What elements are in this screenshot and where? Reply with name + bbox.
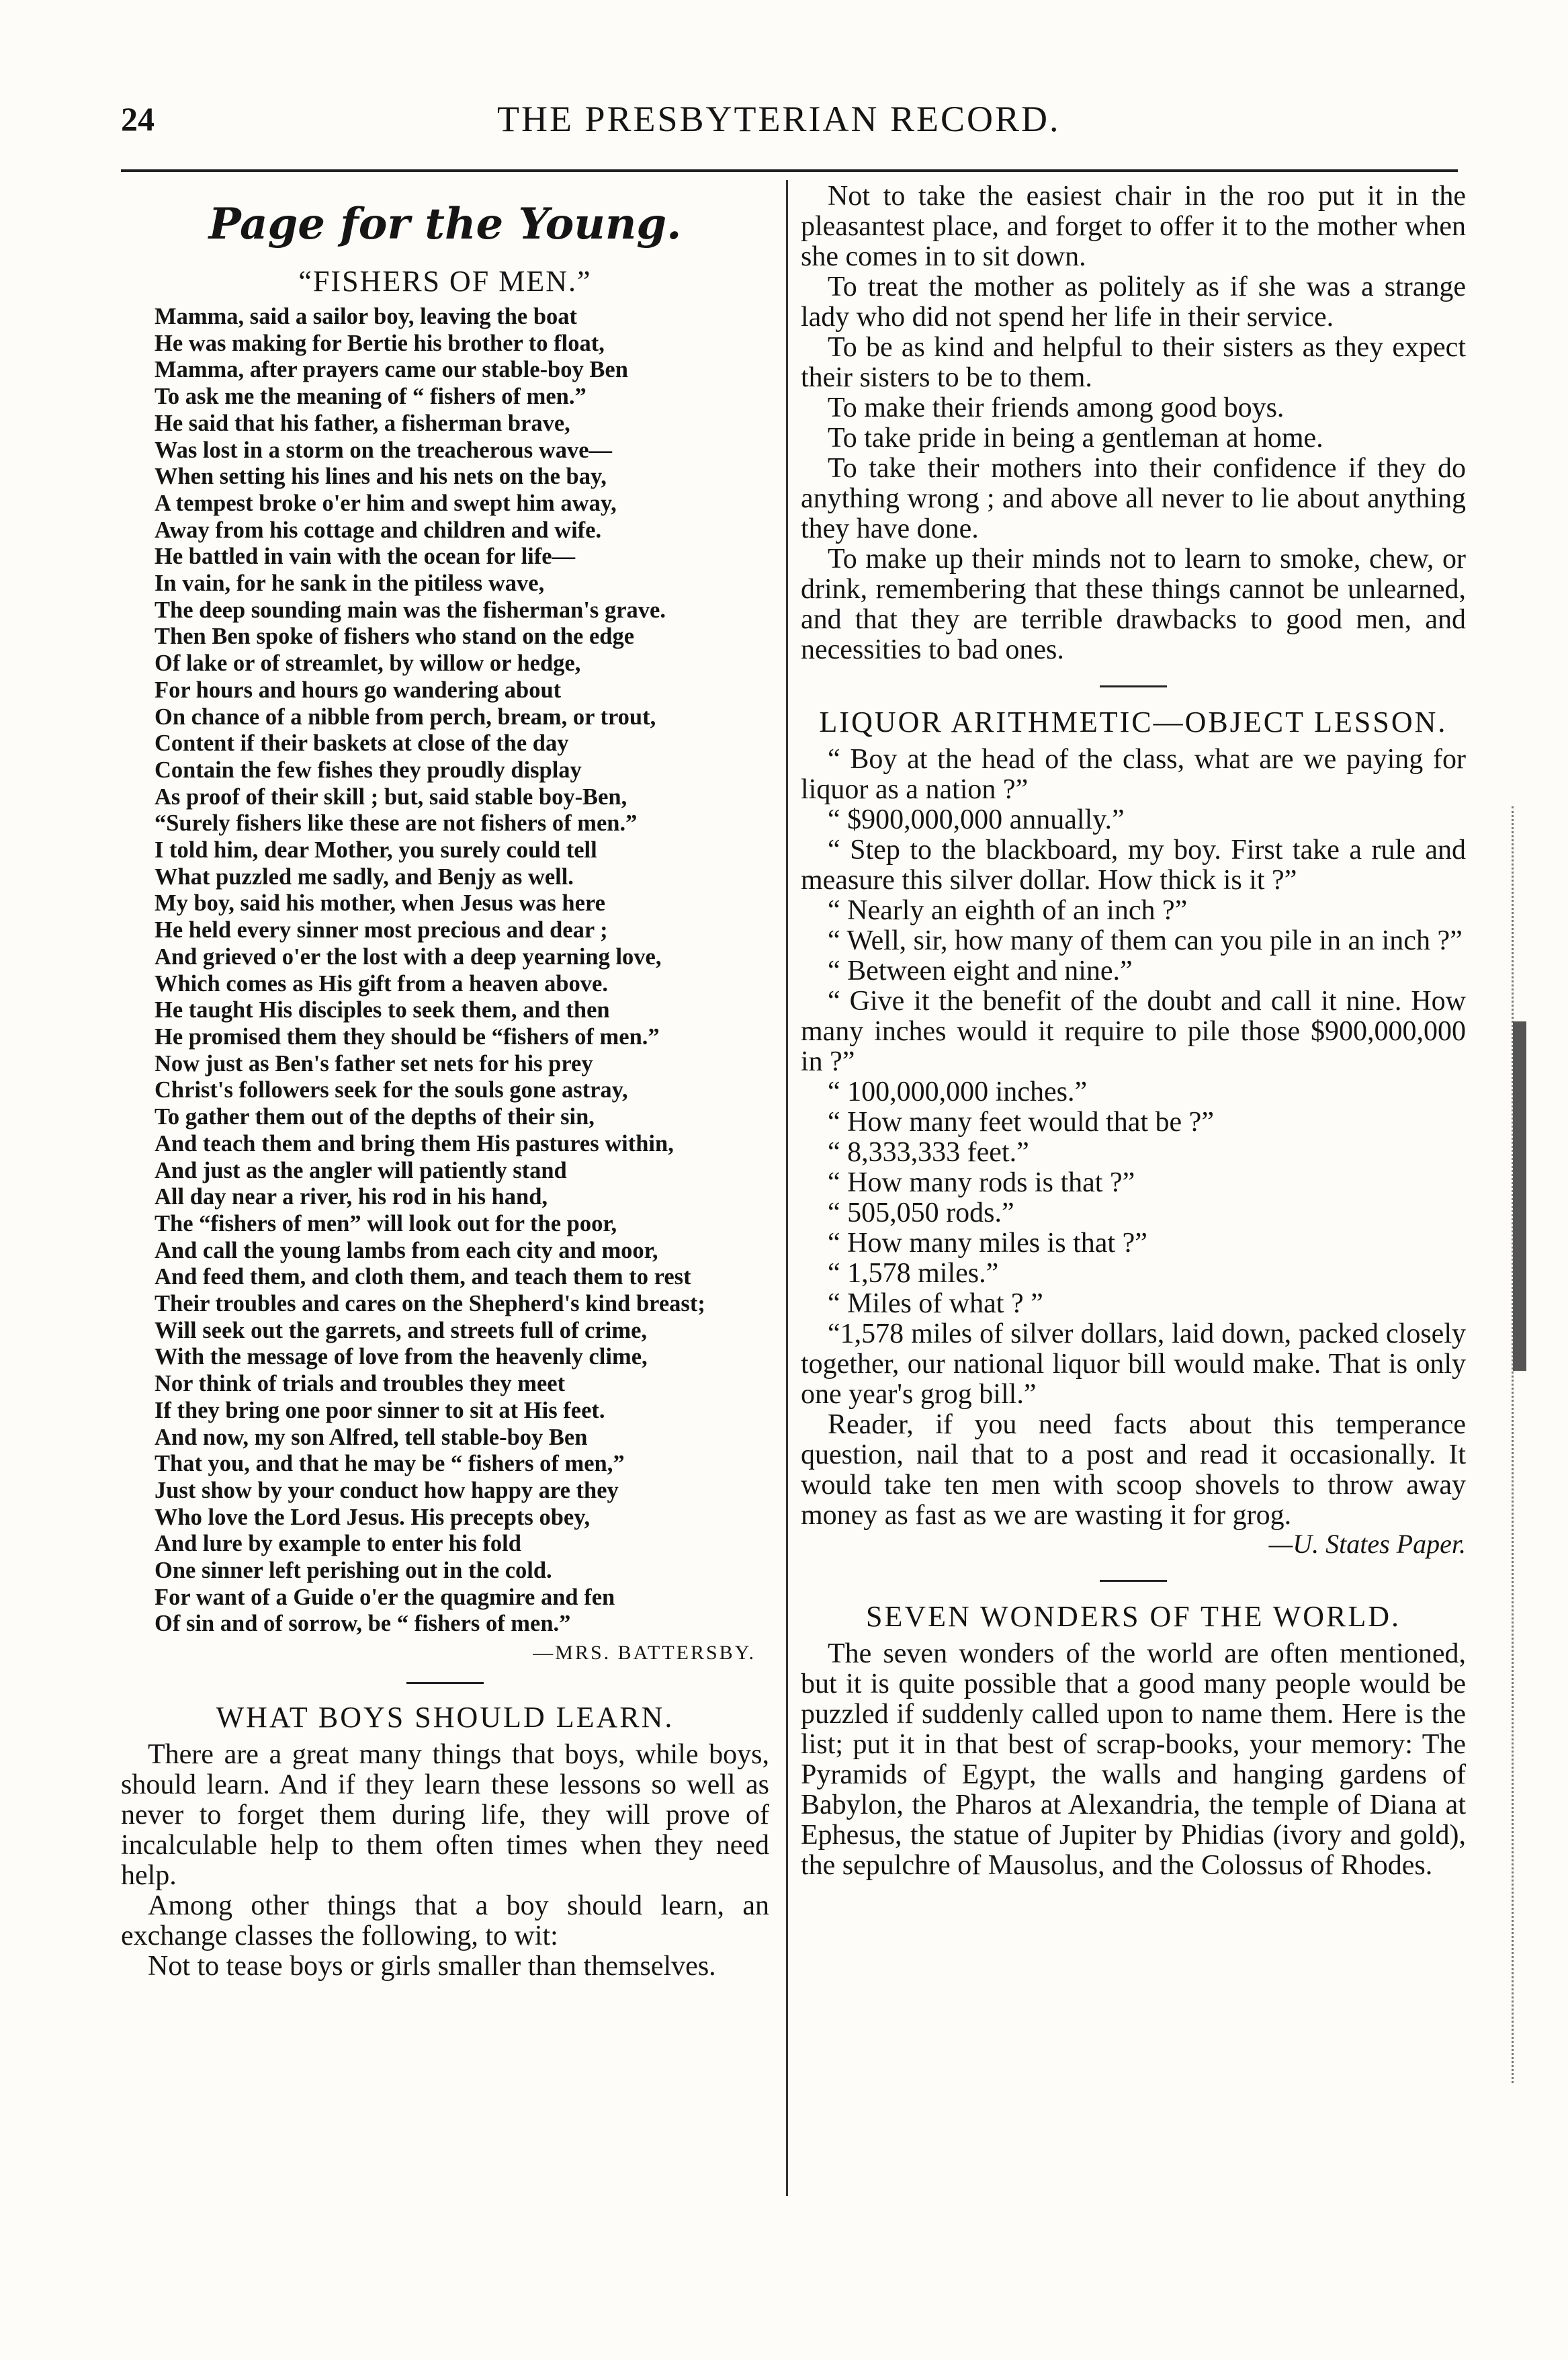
right-paragraph-3: To be as kind and helpful to their sisters as they expect their sisters to be to them. xyxy=(801,332,1466,393)
scan-margin-edge xyxy=(1512,806,1540,2083)
poem-line: If they bring one poor sinner to sit at His feet. xyxy=(155,1397,605,1423)
boys-paragraph-1: There are a great many things that boys, while boys, should learn. And if they learn these lessons so well as never to forget them during life, they will prove of incalculable help to them often times when they need help. xyxy=(121,1739,769,1892)
liquor-line: Reader, if you need facts about this temperance question, nail that to a post and read it occasionally. It would take ten men with scoop shovels to throw away money as fast as we are wasting it for grog. xyxy=(801,1409,1466,1531)
boys-paragraph-2: Among other things that a boy should learn, an exchange classes the following, to wit: xyxy=(121,1890,769,1952)
poem-line: And call the young lambs from each city and moor, xyxy=(155,1237,658,1263)
poem-line: One sinner left perishing out in the cold. xyxy=(155,1558,552,1584)
liquor-line: “ $900,000,000 annually.” xyxy=(828,804,1125,835)
poem-line: For hours and hours go wandering about xyxy=(155,677,562,703)
poem-line: Now just as Ben's father set nets for his prey xyxy=(155,1050,593,1077)
section-heading-young: Page for the Young. xyxy=(208,199,682,249)
poem-line: Their troubles and cares on the Shepherd's kind breast; xyxy=(155,1291,705,1317)
liquor-heading: LIQUOR ARITHMETIC—OBJECT LESSON. xyxy=(819,706,1448,739)
poem-line: And grieved o'er the lost with a deep yearning love, xyxy=(155,943,662,970)
separator-rule xyxy=(1100,1580,1167,1582)
poem-line: My boy, said his mother, when Jesus was here xyxy=(155,890,605,917)
poem-line: When setting his lines and his nets on the bay, xyxy=(155,464,607,490)
poem-line: He battled in vain with the ocean for life— xyxy=(155,544,576,570)
poem-line: The “fishers of men” will look out for the poor, xyxy=(155,1210,617,1236)
poem-line: Content if their baskets at close of the day xyxy=(155,730,569,757)
liquor-line: “ Miles of what ? ” xyxy=(828,1288,1043,1319)
poem-line: He taught His disciples to seek them, and then xyxy=(155,997,610,1023)
right-paragraph-5: To take pride in being a gentleman at home. xyxy=(828,423,1323,454)
liquor-line: “ 505,050 rods.” xyxy=(828,1197,1014,1228)
liquor-line: “ Between eight and nine.” xyxy=(828,956,1133,986)
poem-line: I told him, dear Mother, you surely could tell xyxy=(155,837,597,863)
scan-margin-shadow xyxy=(1513,1021,1526,1371)
liquor-line: “ How many rods is that ?” xyxy=(828,1167,1135,1198)
right-paragraph-6: To take their mothers into their confidence if they do anything wrong ; and above all never to lie about anything they have done. xyxy=(801,453,1466,544)
poem-line: Away from his cottage and children and wife. xyxy=(155,517,602,543)
right-paragraph-7: To make up their minds not to learn to smoke, chew, or drink, remembering that these things cannot be unlearned, and that they are terrible drawbacks to good men, and necessities to bad ones. xyxy=(801,544,1466,665)
right-paragraph-2: To treat the mother as politely as if she was a strange lady who did not spend her life in their service. xyxy=(801,271,1466,333)
poem-line: Will seek out the garrets, and streets full of crime, xyxy=(155,1317,648,1343)
header-rule xyxy=(121,169,1458,172)
boys-heading: WHAT BOYS SHOULD LEARN. xyxy=(216,1701,674,1734)
poem-line: “Surely fishers like these are not fishers of men.” xyxy=(155,810,638,837)
poem-line: Who love the Lord Jesus. His precepts obey, xyxy=(155,1504,591,1530)
poem-line: He said that his father, a fisherman brave, xyxy=(155,410,570,436)
poem-line: That you, and that he may be “ fishers of men,” xyxy=(155,1451,625,1477)
poem-line: Was lost in a storm on the treacherous wave— xyxy=(155,437,613,463)
poem-line: And lure by example to enter his fold xyxy=(155,1531,521,1557)
poem-line: Christ's followers seek for the souls gone astray, xyxy=(155,1077,628,1103)
poem-line: To ask me the meaning of “ fishers of men.” xyxy=(155,384,586,410)
poem-line: Nor think of trials and troubles they meet xyxy=(155,1371,566,1397)
right-column xyxy=(801,181,1466,1881)
poem-author: —MRS. BATTERSBY. xyxy=(533,1642,756,1664)
poem-line: In vain, for he sank in the pitiless wave, xyxy=(155,571,545,597)
right-paragraph-4: To make their friends among good boys. xyxy=(828,392,1284,423)
poem xyxy=(155,304,769,1638)
liquor-line: “ 8,333,333 feet.” xyxy=(828,1137,1029,1168)
poem-line: And just as the angler will patiently stand xyxy=(155,1157,567,1183)
poem-line: As proof of their skill ; but, said stable boy-Ben, xyxy=(155,784,627,810)
poem-line: Of lake or of streamlet, by willow or hedge, xyxy=(155,650,581,677)
wonders-heading: SEVEN WONDERS OF THE WORLD. xyxy=(865,1600,1401,1633)
poem-line: All day near a river, his rod in his hand, xyxy=(155,1184,548,1210)
poem-line: And teach them and bring them His pastures within, xyxy=(155,1130,674,1156)
running-title: THE PRESBYTERIAN RECORD. xyxy=(497,99,1061,139)
column-divider xyxy=(786,180,788,2196)
poem-line: With the message of love from the heavenly clime, xyxy=(155,1344,648,1370)
boys-paragraph-3: Not to tease boys or girls smaller than themselves. xyxy=(148,1951,716,1982)
liquor-line: “ 100,000,000 inches.” xyxy=(828,1077,1088,1107)
poem-line: Just show by your conduct how happy are they xyxy=(155,1477,619,1503)
poem-line: To gather them out of the depths of their sin, xyxy=(155,1104,595,1130)
liquor-source: —U. States Paper. xyxy=(1268,1529,1466,1559)
separator-rule xyxy=(1100,685,1167,687)
right-paragraph-1: Not to take the easiest chair in the roo put it in the pleasantest place, and forget to offer it to the mother when she comes in to sit down. xyxy=(801,181,1466,272)
poem-line: The deep sounding main was the fisherman's grave. xyxy=(155,597,666,623)
left-column xyxy=(121,181,769,1982)
liquor-line: “ Well, sir, how many of them can you pile in an inch ?” xyxy=(828,925,1463,956)
liquor-line: “ How many feet would that be ?” xyxy=(828,1107,1214,1138)
page-header xyxy=(121,94,1465,148)
poem-line: For want of a Guide o'er the quagmire and fen xyxy=(155,1584,615,1610)
poem-line: A tempest broke o'er him and swept him away, xyxy=(155,490,617,516)
poem-line: Mamma, said a sailor boy, leaving the boat xyxy=(155,304,578,329)
liquor-line: “ Boy at the head of the class, what are we paying for liquor as a nation ?” xyxy=(801,744,1466,805)
liquor-line: “ How many miles is that ?” xyxy=(828,1228,1147,1259)
liquor-line: “ Nearly an eighth of an inch ?” xyxy=(828,895,1188,926)
poem-line: What puzzled me sadly, and Benjy as well. xyxy=(155,863,574,890)
page-number: 24 xyxy=(121,100,155,138)
poem-line: And feed them, and cloth them, and teach them to rest xyxy=(155,1264,691,1290)
poem-line: On chance of a nibble from perch, bream, or trout, xyxy=(155,704,656,730)
wonders-paragraph: The seven wonders of the world are often mentioned, but it is quite possible that a good many people would be puzzled if suddenly called upon to name them. Here is the list; put it in that best of scrap-books, your memory: The Pyramids of Egypt, the walls and hanging gardens of Babylon, the Pharos at Alexandria, the temple of Diana at Ephesus, the statue of Jupiter by Phidias (ivory and gold), the sepulchre of Mausolus, and the Colossus of Rhodes. xyxy=(801,1638,1466,1881)
poem-line: He held every sinner most precious and dear ; xyxy=(155,917,608,943)
poem-line: He promised them they should be “fishers of men.” xyxy=(155,1023,660,1050)
poem-line: He was making for Bertie his brother to float, xyxy=(155,330,605,356)
liquor-line: “ Step to the blackboard, my boy. First take a rule and measure this silver dollar. How thick is it ?” xyxy=(801,835,1466,896)
separator-rule xyxy=(406,1682,484,1684)
liquor-line: “ 1,578 miles.” xyxy=(828,1258,999,1289)
poem-line: Of sin and of sorrow, be “ fishers of men.” xyxy=(155,1611,571,1637)
poem-line: Then Ben spoke of fishers who stand on the edge xyxy=(155,624,635,650)
poem-line: Mamma, after prayers came our stable-boy Ben xyxy=(155,357,628,383)
liquor-line: “ Give it the benefit of the doubt and call it nine. How many inches would it require to pile those $900,000,000 in ?” xyxy=(801,986,1466,1077)
poem-line: And now, my son Alfred, tell stable-boy Ben xyxy=(155,1424,588,1450)
poem-title: “FISHERS OF MEN.” xyxy=(298,265,592,298)
liquor-line: “1,578 miles of silver dollars, laid down, packed closely together, our national liquor bill would make. That is only one year's grog bill.” xyxy=(801,1318,1466,1410)
liquor-lesson xyxy=(801,745,1466,1531)
poem-line: Which comes as His gift from a heaven above. xyxy=(155,970,608,997)
poem-line: Contain the few fishes they proudly display xyxy=(155,757,582,783)
